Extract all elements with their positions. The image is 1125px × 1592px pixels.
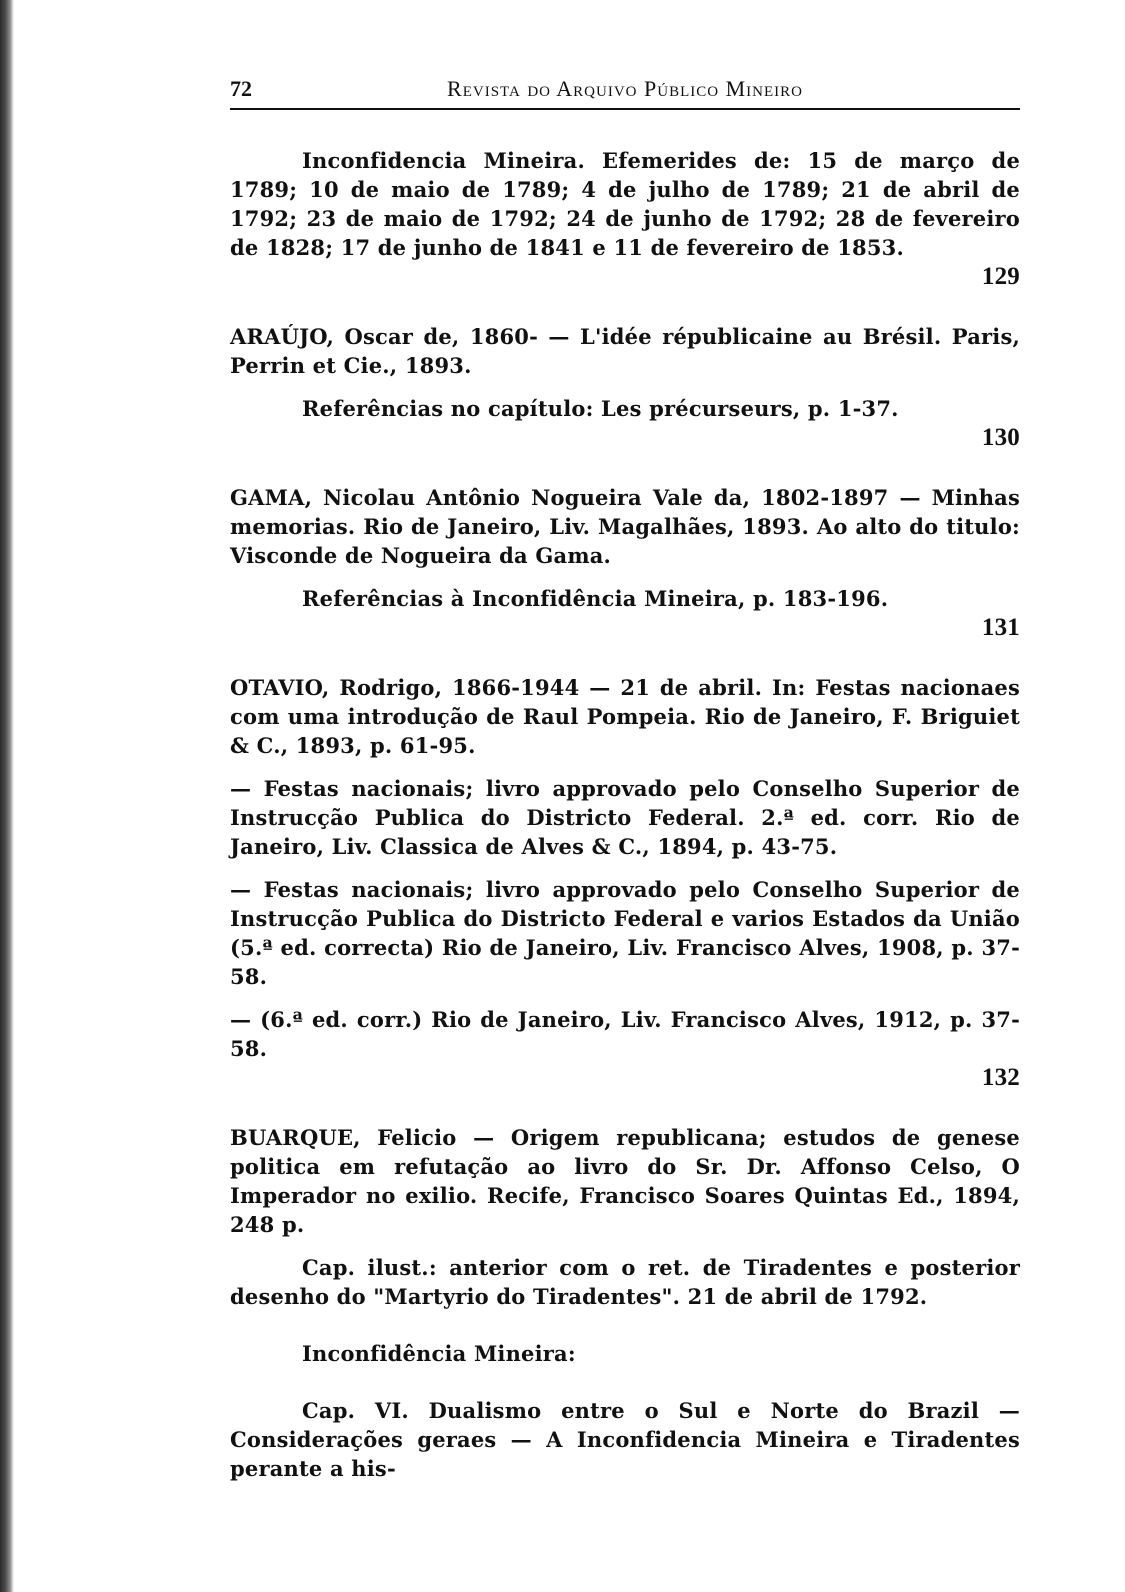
journal-title: Revista do Arquivo Público Mineiro — [447, 76, 803, 101]
page-number: 72 — [230, 76, 252, 101]
paragraph: Cap. ilust.: anterior com o ret. de Tiradentes e posterior desenho do "Martyrio do Tiradentes". 21 de abril de 1792. — [230, 1255, 1020, 1309]
paragraph: Referências no capítulo: Les précurseurs, p. 1-37. — [302, 396, 899, 421]
entry-number: 129 — [981, 263, 1020, 290]
bibliographic-entry: — Festas nacionais; livro approvado pelo Conselho Superior de Instrucção Publica do Districto Federal. 2.ª ed. corr. Rio de Janeiro, Liv. Classica de Alves & C., 1894, p. 43-75. — [230, 776, 1020, 859]
scan-edge-shadow — [0, 0, 14, 1592]
entry-number: 131 — [981, 614, 1020, 641]
document-page — [230, 70, 1020, 1483]
bibliographic-entry: BUARQUE, Felicio — Origem republicana; estudos de genese politica em refutação ao livro do Sr. Dr. Affonso Celso, O Imperador no exilio. Recife, Francisco Soares Quintas Ed., 1894, 248 p. — [230, 1125, 1020, 1237]
paragraph: Inconfidencia Mineira. Efemerides de: 15 de março de 1789; 10 de maio de 1789; 4 de julho de 1789; 21 de abril de 1792; 23 de maio de 1792; 24 de junho de 1792; 28 de fevereiro de 1828; 17 de junho de 1841 e 11 de fevereiro de 1853. — [230, 148, 1020, 260]
bibliographic-entry: ARAÚJO, Oscar de, 1860- — L'idée républicaine au Brésil. Paris, Perrin et Cie., 1893. — [230, 324, 1020, 378]
entry-number: 130 — [981, 424, 1020, 451]
running-header — [230, 70, 1020, 110]
bibliographic-entry: — Festas nacionais; livro approvado pelo Conselho Superior de Instrucção Publica do Districto Federal e varios Estados da União (5.ª ed. correcta) Rio de Janeiro, Liv. Francisco Alves, 1908, p. 37-58. — [230, 877, 1020, 989]
bibliographic-entry: — (6.ª ed. corr.) Rio de Janeiro, Liv. Francisco Alves, 1912, p. 37-58. — [230, 1007, 1020, 1061]
paragraph: Cap. VI. Dualismo entre o Sul e Norte do Brazil — Considerações geraes — A Inconfidencia Mineira e Tiradentes perante a his- — [230, 1398, 1020, 1481]
entry-number: 132 — [981, 1064, 1020, 1091]
document-body — [230, 146, 1020, 1483]
bibliographic-entry: OTAVIO, Rodrigo, 1866-1944 — 21 de abril. In: Festas nacionaes com uma introdução de Raul Pompeia. Rio de Janeiro, F. Briguiet & C., 1893, p. 61-95. — [230, 675, 1020, 758]
paragraph: Referências à Inconfidência Mineira, p. 183-196. — [302, 586, 889, 611]
paragraph: Inconfidência Mineira: — [302, 1341, 576, 1366]
bibliographic-entry: GAMA, Nicolau Antônio Nogueira Vale da, 1802-1897 — Minhas memorias. Rio de Janeiro, Liv. Magalhães, 1893. Ao alto do titulo: Visconde de Nogueira da Gama. — [230, 485, 1020, 568]
